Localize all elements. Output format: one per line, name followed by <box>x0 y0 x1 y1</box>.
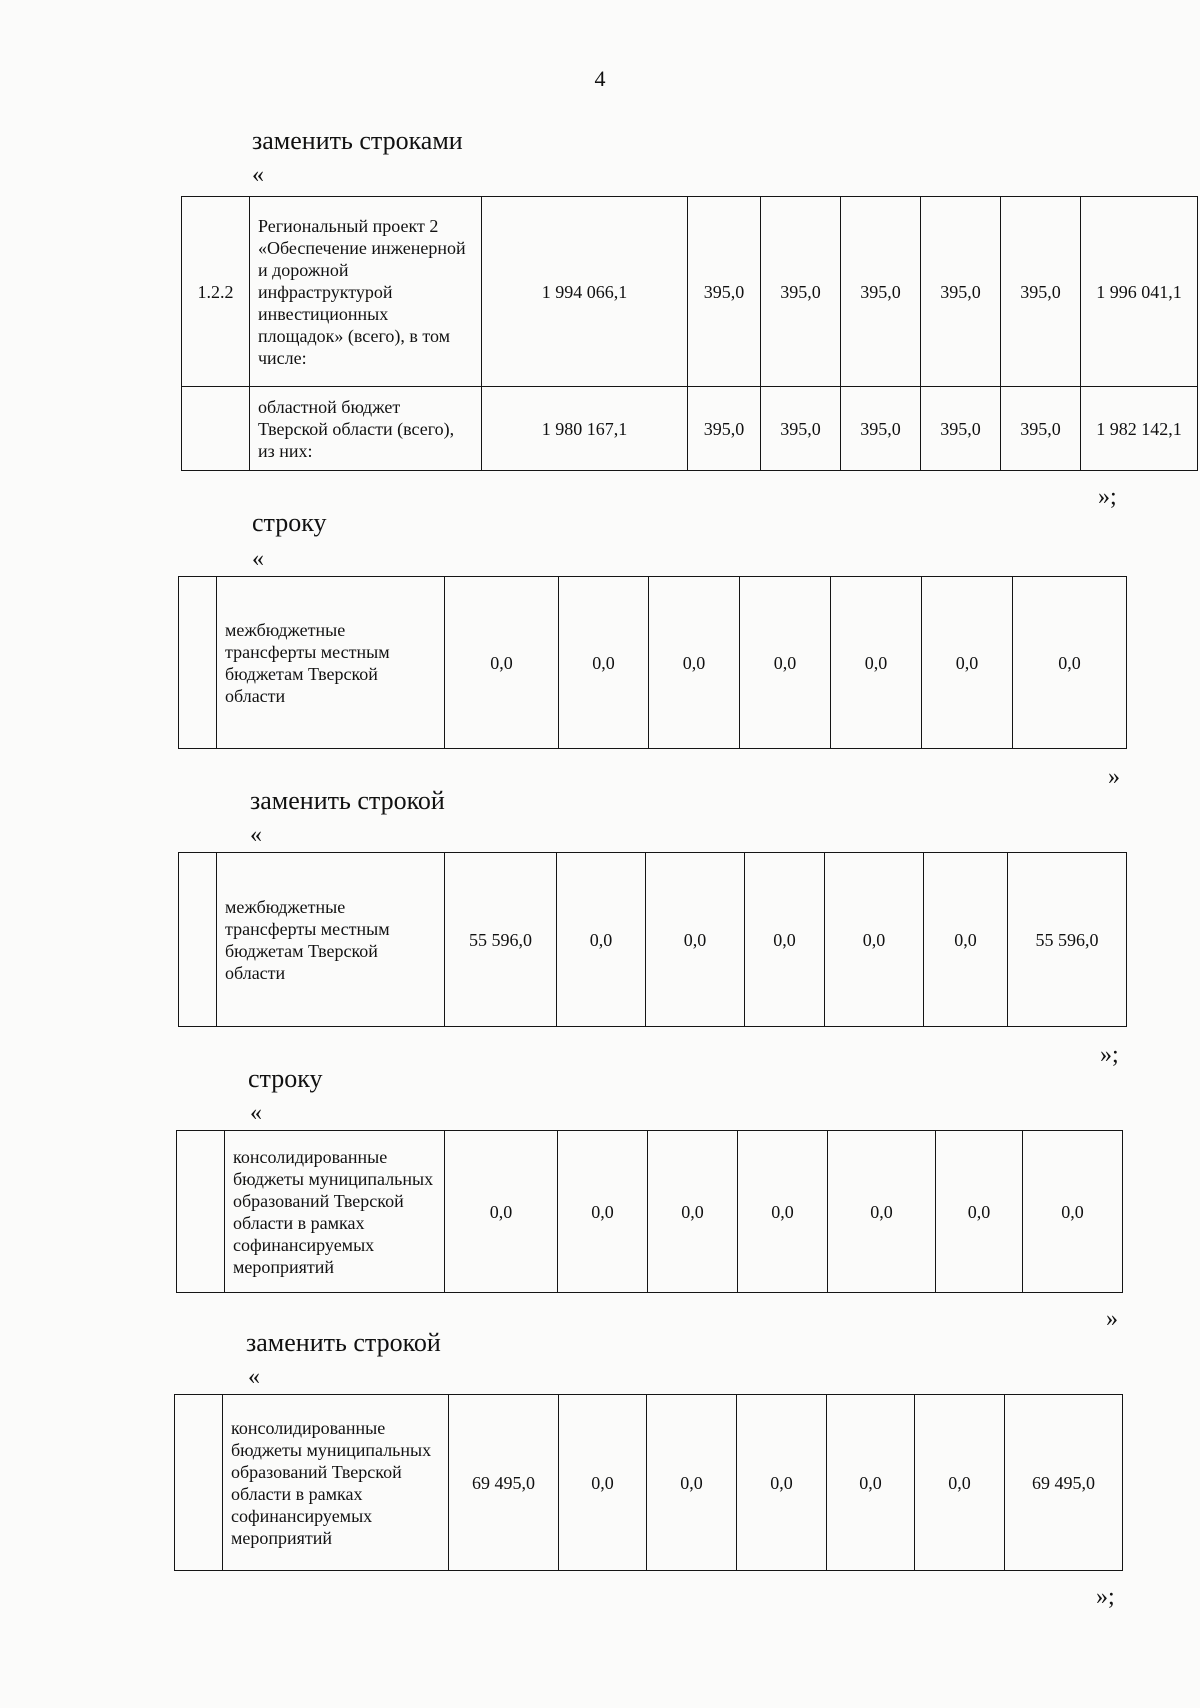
row-description: Региональный проект 2 «Обеспечение инженерной и дорожной инфраструктурой инвестиционных площадок» (всего), в том числе: <box>250 197 482 387</box>
value-cell: 0,0 <box>740 577 831 749</box>
amendment-table <box>174 1394 1123 1571</box>
table-row <box>177 1131 1123 1293</box>
closing-quote: »; <box>1100 1042 1119 1068</box>
row-code <box>177 1131 225 1293</box>
amendment-phrase: заменить строкой <box>250 786 445 815</box>
opening-quote: « <box>250 822 262 848</box>
value-cell: 0,0 <box>558 1131 648 1293</box>
value-cell: 0,0 <box>825 853 924 1027</box>
value-cell: 395,0 <box>921 387 1001 471</box>
value-cell: 0,0 <box>648 1131 738 1293</box>
value-cell: 1 996 041,1 <box>1081 197 1198 387</box>
value-cell: 395,0 <box>1001 197 1081 387</box>
value-cell: 0,0 <box>831 577 922 749</box>
opening-quote: « <box>252 162 264 188</box>
value-cell: 1 980 167,1 <box>482 387 688 471</box>
table-row <box>179 853 1127 1027</box>
row-code <box>179 853 217 1027</box>
value-cell: 0,0 <box>922 577 1013 749</box>
amendment-table <box>178 852 1127 1027</box>
row-code <box>182 387 250 471</box>
value-cell: 0,0 <box>559 1395 647 1571</box>
value-cell: 395,0 <box>841 197 921 387</box>
value-cell: 395,0 <box>761 387 841 471</box>
value-cell: 0,0 <box>1023 1131 1123 1293</box>
value-cell: 395,0 <box>921 197 1001 387</box>
page-number: 4 <box>594 66 606 91</box>
value-cell: 0,0 <box>445 1131 558 1293</box>
amendment-table <box>176 1130 1123 1293</box>
value-cell: 0,0 <box>936 1131 1023 1293</box>
value-cell: 0,0 <box>738 1131 828 1293</box>
value-cell: 0,0 <box>557 853 646 1027</box>
value-cell: 1 982 142,1 <box>1081 387 1198 471</box>
value-cell: 0,0 <box>445 577 559 749</box>
row-code <box>175 1395 223 1571</box>
table-row <box>175 1395 1123 1571</box>
value-cell: 55 596,0 <box>445 853 557 1027</box>
value-cell: 395,0 <box>761 197 841 387</box>
value-cell: 395,0 <box>688 197 761 387</box>
value-cell: 0,0 <box>737 1395 827 1571</box>
value-cell: 1 994 066,1 <box>482 197 688 387</box>
value-cell: 0,0 <box>745 853 825 1027</box>
amendment-phrase: заменить строками <box>252 126 463 155</box>
value-cell: 0,0 <box>827 1395 915 1571</box>
closing-quote: » <box>1106 1306 1118 1332</box>
row-description: консолидированные бюджеты муниципальных образований Тверской области в рамках софинансируемых мероприятий <box>225 1131 445 1293</box>
table-row <box>179 577 1127 749</box>
closing-quote: » <box>1108 764 1120 790</box>
amendment-table <box>181 196 1198 471</box>
value-cell: 69 495,0 <box>1005 1395 1123 1571</box>
value-cell: 69 495,0 <box>449 1395 559 1571</box>
value-cell: 0,0 <box>828 1131 936 1293</box>
value-cell: 395,0 <box>841 387 921 471</box>
value-cell: 0,0 <box>924 853 1008 1027</box>
value-cell: 0,0 <box>646 853 745 1027</box>
opening-quote: « <box>248 1364 260 1390</box>
row-description: межбюджетные трансферты местным бюджетам Тверской области <box>217 577 445 749</box>
value-cell: 0,0 <box>649 577 740 749</box>
value-cell: 395,0 <box>1001 387 1081 471</box>
amendment-phrase: заменить строкой <box>246 1328 441 1357</box>
closing-quote: »; <box>1098 484 1117 510</box>
amendment-phrase: строку <box>248 1064 323 1093</box>
opening-quote: « <box>250 1100 262 1126</box>
value-cell: 0,0 <box>647 1395 737 1571</box>
amendment-phrase: строку <box>252 508 327 537</box>
amendment-table <box>178 576 1127 749</box>
closing-quote: »; <box>1096 1584 1115 1610</box>
value-cell: 0,0 <box>559 577 649 749</box>
row-code <box>179 577 217 749</box>
value-cell: 0,0 <box>915 1395 1005 1571</box>
row-description: межбюджетные трансферты местным бюджетам Тверской области <box>217 853 445 1027</box>
table-row <box>182 387 1198 471</box>
row-description: областной бюджет Тверской области (всего), из них: <box>250 387 482 471</box>
value-cell: 0,0 <box>1013 577 1127 749</box>
table-row <box>182 197 1198 387</box>
value-cell: 395,0 <box>688 387 761 471</box>
opening-quote: « <box>252 546 264 572</box>
row-code: 1.2.2 <box>182 197 250 387</box>
row-description: консолидированные бюджеты муниципальных образований Тверской области в рамках софинансируемых мероприятий <box>223 1395 449 1571</box>
value-cell: 55 596,0 <box>1008 853 1127 1027</box>
